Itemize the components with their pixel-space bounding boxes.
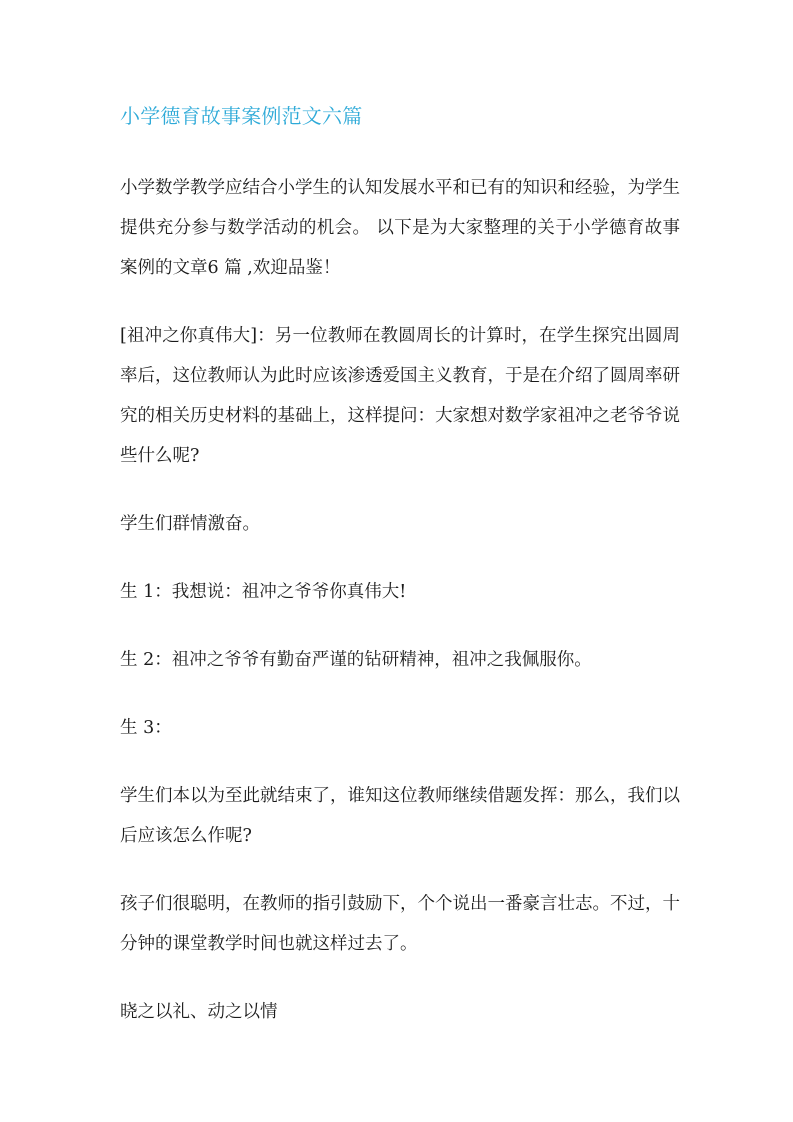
paragraph-students-excited: 学生们群情激奋。 [120, 514, 260, 534]
paragraph-student-1: 生 1：我想说：祖冲之爷爷你真伟大! [120, 582, 407, 602]
document-content [120, 96, 680, 1060]
paragraph-intro: 小学数学教学应结合小学生的认知发展水平和已有的知识和经验，为学生提供充分参与数学活动的机会。 以下是为大家整理的关于小学德育故事案例的文章6 篇 ,欢迎品鉴！ [120, 178, 680, 278]
paragraph-children-smart: 孩子们很聪明，在教师的指引鼓励下，个个说出一番豪言壮志。不过，十分钟的课堂教学时间也就这样过去了。 [120, 894, 680, 954]
paragraph-zuchongzhi-story: [祖冲之你真伟大]：另一位教师在教圆周长的计算时，在学生探究出圆周率后，这位教师认为此时应该渗透爱国主义教育，于是在介绍了圆周率研究的相关历史材料的基础上，这样提问：大家想对数学家祖冲之老爷爷说些什么呢? [120, 326, 680, 466]
paragraph-section-heading: 晓之以礼、动之以情 [120, 1002, 278, 1022]
document-title: 小学德育故事案例范文六篇 [120, 104, 363, 128]
paragraph-teacher-continues: 学生们本以为至此就结束了，谁知这位教师继续借题发挥：那么，我们以后应该怎么作呢? [120, 786, 680, 846]
paragraph-student-3: 生 3： [120, 718, 172, 738]
paragraph-student-2: 生 2：祖冲之爷爷有勤奋严谨的钻研精神，祖冲之我佩服你。 [120, 650, 592, 670]
